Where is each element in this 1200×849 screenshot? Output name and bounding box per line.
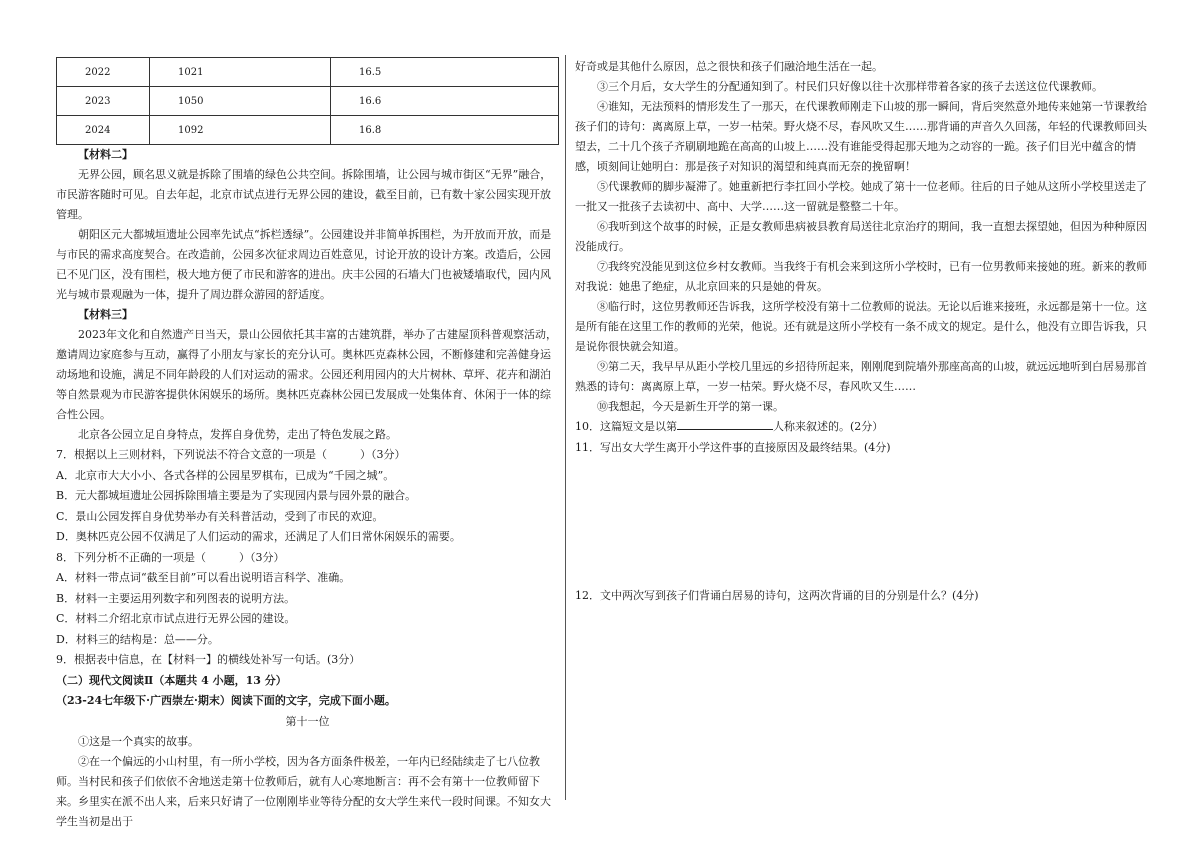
answer-blank[interactable] bbox=[677, 417, 773, 430]
story-paragraph-2-continued: 好奇或是其他什么原因，总之很快和孩子们融洽地生活在一起。 bbox=[575, 60, 883, 73]
material-two-heading: 【材料二】 bbox=[78, 148, 133, 161]
story-paragraph-8: ⑧临行时，这位男教师还告诉我，这所学校没有第十二位教师的说法。无论以后谁来接班，永远都是第十一位。这是所有能在这里工作的教师的光荣，他说。还有就是这所小学校有一条不成文的规定。是什么，他没有立即告诉我，只是说你很快就会知道。 bbox=[575, 300, 1147, 353]
table-cell: 2024 bbox=[57, 116, 150, 145]
table-row bbox=[57, 58, 559, 87]
table-row bbox=[57, 87, 559, 116]
question-11: 11．写出女大学生离开小学这件事的直接原因及最终结果。(4分) bbox=[575, 440, 891, 454]
material-two-paragraph: 无界公园，顾名思义就是拆除了围墙的绿色公共空间。拆除围墙，让公园与城市街区“无界”融合，市民游客随时可见。自去年起，北京市试点进行无界公园的建设，截至目前，已有数十家公园实现开放管理。 bbox=[56, 168, 552, 221]
question-7: 7．根据以上三则材料，下列说法不符合文意的一项是（ ）（3分） bbox=[56, 448, 406, 461]
story-paragraph-1: ①这是一个真实的故事。 bbox=[78, 735, 199, 748]
story-paragraph-2: ②在一个偏远的小山村里，有一所小学校，因为各方面条件极差，一年内已经陆续走了七八位教师。当村民和孩子们依依不舍地送走第十位教师后，就有人心寒地断言：再不会有第十一位教师留下来。乡里实在派不出人来，后来只好请了一位刚刚毕业等待分配的女大学生来代一段时间课。不知女大学生当初是出于 bbox=[56, 755, 551, 828]
question-10 bbox=[575, 417, 1150, 438]
question-8-option-c: C．材料二介绍北京市试点进行无界公园的建设。 bbox=[56, 612, 296, 625]
table-cell: 1050 bbox=[150, 87, 331, 116]
material-three-paragraph: 北京各公园立足自身特点，发挥自身优势，走出了特色发展之路。 bbox=[78, 428, 397, 441]
material-two-paragraph: 朝阳区元大都城垣遗址公园率先试点“拆栏透绿”。公园建设并非简单拆围栏，为开放而开放，而是与市民的需求高度契合。在改造前，公园多次征求周边百姓意见，讨论开放的设计方案。改造后，公园已不见门区，没有围栏，极大地方便了市民和游客的进出。庆丰公园的石墙大门也被矮墙取代，园内风光与城市景观融为一体，提升了周边群众游园的舒适度。 bbox=[56, 228, 552, 301]
material-three-heading: 【材料三】 bbox=[78, 308, 133, 321]
story-title: 第十一位 bbox=[285, 714, 330, 728]
story-paragraph-3: ③三个月后，女大学生的分配通知到了。村民们只好像以往十次那样带着各家的孩子去送这位代课教师。 bbox=[597, 80, 1103, 93]
question-12: 12．文中两次写到孩子们背诵白居易的诗句，这两次背诵的目的分别是什么？(4分) bbox=[575, 589, 979, 602]
question-8-option-a: A．材料一带点词“截至目前”可以看出说明语言科学、准确。 bbox=[56, 571, 351, 584]
table-cell: 16.5 bbox=[331, 58, 559, 87]
table-row bbox=[57, 116, 559, 145]
table-cell: 2022 bbox=[57, 58, 150, 87]
answer-space bbox=[575, 458, 1150, 586]
left-column bbox=[56, 57, 559, 832]
question-9: 9．根据表中信息，在【材料一】的横线处补写一句话。(3分） bbox=[56, 653, 361, 666]
column-divider bbox=[565, 55, 566, 800]
question-10-text: 10．这篇短文是以第 bbox=[575, 420, 677, 433]
story-paragraph-9: ⑨第二天，我早早从距小学校几里远的乡招待所起来，刚刚爬到院墙外那座高高的山坡，就远远地听到白居易那首熟悉的诗句：离离原上草，一岁一枯荣。野火烧不尽，春风吹又生…… bbox=[575, 360, 1147, 393]
question-10-text: 人称来叙述的。(2分） bbox=[773, 420, 884, 433]
right-column bbox=[575, 57, 1150, 607]
story-paragraph-4: ④谁知，无法预料的情形发生了一那天，在代课教师刚走下山坡的那一瞬间，背后突然意外地传来她第一节课教给孩子们的诗句：离离原上草，一岁一枯荣。野火烧不尽，春风吹又生……那背诵的声音久久回荡，年轻的代课教师回头望去，二十几个孩子齐刷刷地跪在高高的山坡上……没有谁能受得起那天地为之动容的一跪。孩子们目光中蕴含的情感，顷刻间让她明白：那是孩子对知识的渴望和纯真而无奈的挽留啊！ bbox=[575, 100, 1147, 173]
story-paragraph-5: ⑤代课教师的脚步凝滞了。她重新把行李扛回小学校。她成了第十一位老师。往后的日子她从这所小学校里送走了一批又一批孩子去读初中、高中、大学……这一留就是整整二十年。 bbox=[575, 180, 1147, 213]
table-cell: 16.6 bbox=[331, 87, 559, 116]
question-8-option-b: B．材料一主要运用列数字和列图表的说明方法。 bbox=[56, 591, 296, 605]
table-cell: 2023 bbox=[57, 87, 150, 116]
question-7-option-d: D．奥林匹克公园不仅满足了人们运动的需求，还满足了人们日常休闲娱乐的需要。 bbox=[56, 530, 461, 543]
table-cell: 16.8 bbox=[331, 116, 559, 145]
question-8: 8．下列分析不正确的一项是（ ）（3分） bbox=[56, 550, 285, 564]
question-7-option-c: C．景山公园发挥自身优势举办有关科普活动，受到了市民的欢迎。 bbox=[56, 509, 384, 523]
data-table bbox=[56, 57, 559, 145]
section-two-source: （23-24七年级下·广西崇左·期末）阅读下面的文字，完成下面小题。 bbox=[56, 694, 396, 707]
question-8-option-d: D．材料三的结构是：总——分。 bbox=[56, 632, 219, 646]
question-7-option-b: B．元大都城垣遗址公园拆除围墙主要是为了实现园内景与园外景的融合。 bbox=[56, 489, 417, 502]
story-paragraph-7: ⑦我终究没能见到这位乡村女教师。当我终于有机会来到这所小学校时，已有一位男教师来接她的班。新来的教师对我说：她患了绝症，从北京回来的只是她的骨灰。 bbox=[575, 260, 1147, 293]
table-cell: 1021 bbox=[150, 58, 331, 87]
story-paragraph-10: ⑩我想起，今天是新生开学的第一课。 bbox=[597, 400, 784, 413]
material-three-paragraph: 2023年文化和自然遗产日当天，景山公园依托其丰富的古建筑群，举办了古建屋顶科普观察活动，邀请周边家庭参与互动，赢得了小朋友与家长的充分认可。奥林匹克森林公园，不断修建和完善健身运动场地和设施，满足不同年龄段的人们对运动的需求。公园还利用园内的大片树林、草坪、花卉和湖泊等自然景观为市民游客提供休闲娱乐的场所。奥林匹克森林公园已发展成一处集体育、休闲于一体的综合性公园。 bbox=[56, 328, 557, 421]
table-cell: 1092 bbox=[150, 116, 331, 145]
section-two-heading: （二）现代文阅读Ⅱ（本题共 4 小题，13 分） bbox=[56, 673, 287, 687]
story-paragraph-6: ⑥我听到这个故事的时候，正是女教师患病被县教育局送往北京治疗的期间，我一直想去探望她，但因为种种原因没能成行。 bbox=[575, 220, 1147, 253]
question-7-option-a: A．北京市大大小小、各式各样的公园星罗棋布，已成为“千园之城”。 bbox=[56, 468, 395, 482]
